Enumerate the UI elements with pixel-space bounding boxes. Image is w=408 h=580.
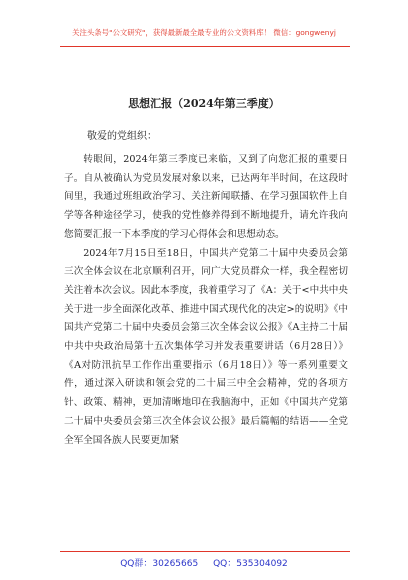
footer-qq-group: QQ群：30265665 — [120, 559, 199, 569]
header-divider — [60, 46, 350, 47]
header-banner: 关注头条号"公文研究"，获得最新最全最专业的公文资料库！ 微信：gongwenyj — [72, 28, 336, 37]
footer-qq-number: QQ：535304092 — [213, 559, 288, 569]
document-body — [64, 151, 348, 450]
footer — [0, 556, 408, 569]
paragraph: 2024年7月15日至18日，中国共产党第二十届中央委员会第三次全体会议在北京顺利召开，同广大党员群众一样，我全程密切关注着本次会议。因此本季度，我着重学习了《A：关于<中共中央关于进一步全面深化改革、推进中国式现代化的决定>的说明》《中国共产党第二十届中央委员会第三次全体会议公报》《A主持二十届中共中央政治局第十五次集体学习并发表重要讲话（6月28日）》《A对防汛抗旱工作作出重要指示（6月18日）》等一系列重要文件，通过深入研读和领会党的二十届三中全会精神，党的各项方针、政策、精神，更加清晰地印在我脑海中，正如《中国共产党第二十届中央委员会第三次全体会议公报》最后篇幅的结语——全党全军全国各族人民要更加紧 — [64, 247, 348, 446]
paragraph: 转眼间，2024年第三季度已来临，又到了向您汇报的重要日子。自从被确认为党员发展对象以来，已达两年半时间，在这段时间里，我通过班组政治学习、关注新闻联播、在学习强国软件上自学等各种途径学习，使我的党性修养得到不断地提升，请允许我向您简要汇报一下本季度的学习心得体会和思想动态。 — [64, 154, 348, 240]
footer-divider — [60, 551, 350, 552]
document-title: 思想汇报（2024年第三季度） — [128, 97, 280, 110]
salutation: 敬爱的党组织： — [87, 131, 157, 142]
